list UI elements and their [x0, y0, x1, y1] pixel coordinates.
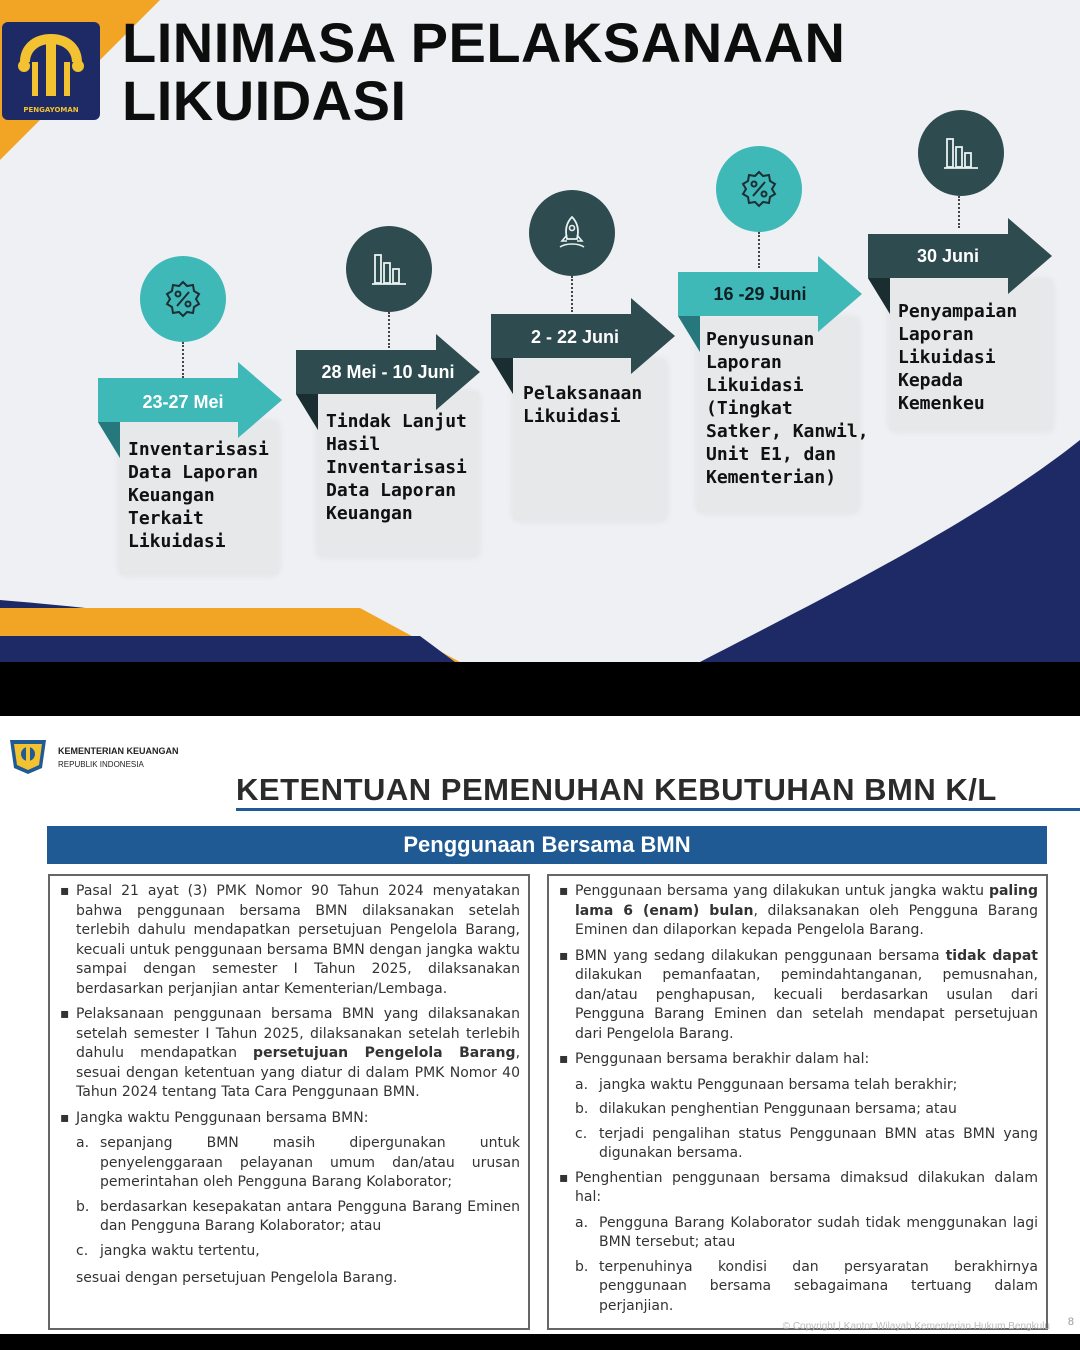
tree-emblem-icon [2, 22, 100, 102]
regulation-slide [0, 716, 1080, 1334]
step-2-text: Tindak Lanjut Hasil Inventarisasi Data Laporan Keuangan [326, 411, 467, 524]
left-closing: sesuai dengan persetujuan Pengelola Barang. [76, 1270, 398, 1286]
rocket-icon [552, 213, 592, 253]
percent-icon [163, 279, 203, 319]
logo-caption: PENGAYOMAN [23, 106, 79, 114]
org-subtitle: REPUBLIK INDONESIA [58, 760, 144, 769]
step-5-date: 30 Juni [916, 246, 980, 266]
step-2-date: 28 Mei - 10 Juni [321, 362, 455, 382]
step-3-circle [529, 190, 615, 276]
right-sub-item: b. terpenuhinya kondisi dan persyaratan berakhirnya penggunaan bersama sebagaimana tertuang dalam perjanjian. [575, 1258, 1038, 1314]
percent-icon [739, 169, 779, 209]
right-sub-item: a. jangka waktu Penggunaan bersama telah berakhir; [575, 1076, 958, 1093]
left-sub-item: c. jangka waktu tertentu, [76, 1242, 260, 1259]
title-underline [236, 808, 1080, 811]
left-bullet-1: ▪ Pasal 21 ayat (3) PMK Nomor 90 Tahun 2024 menyatakan bahwa penggunaan bersama BMN dilaksanakan setelah terlebih dahulu mendapatkan persetujuan Pengelola Barang, kecuali untuk penggunaan bersama BMN dengan jangka waktu sampai dengan semester I Tahun 2025, dilaksanakan berdasarkan perjanjian antar Kementerian/Lembaga. [58, 882, 520, 999]
bar-chart-icon [369, 249, 409, 289]
title-line-1: LINIMASA PELAKSANAAN [122, 11, 846, 74]
right-bullet-2: ▪ BMN yang sedang dilakukan penggunaan bersama tidak dapat dilakukan pemanfaatan, pemindahtanganan, pemusnahan, dan/atau penghapusan, kecuali berdasarkan usulan dari Pengguna Barang Eminen dan setelah mendapat persetujuan dari Pengelola Barang. [557, 947, 1038, 1045]
step-2-circle [346, 226, 432, 312]
bar-chart-icon [941, 133, 981, 173]
slide-title [122, 11, 846, 132]
org-name: KEMENTERIAN KEUANGAN [58, 746, 179, 756]
left-sub-item: b. berdasarkan kesepakatan antara Pengguna Barang Eminen dan Pengguna Barang Kolaborator; atau [76, 1198, 520, 1234]
step-3-text: Pelaksanaan Likuidasi [523, 383, 643, 427]
kemenkeu-logo-icon [6, 732, 50, 776]
step-4-date: 16 -29 Juni [713, 284, 807, 304]
left-bullet-3: ▪ Jangka waktu Penggunaan bersama BMN: [58, 1109, 520, 1129]
title-line-2: LIKUIDASI [122, 69, 407, 132]
step-4-text: Penyusunan Laporan Likuidasi (Tingkat Satker, Kanwil, Unit E1, dan Kementerian) [706, 329, 869, 488]
right-bullet-4: ▪ Penghentian penggunaan bersama dimaksud dilakukan dalam hal: [557, 1169, 1038, 1208]
step-5-circle [918, 110, 1004, 196]
left-sub-item: a. sepanjang BMN masih dipergunakan untuk penyelenggaraan pelayanan umum dan/atau urusan pemerintahan oleh Pengguna Barang Kolaborator; [76, 1135, 520, 1190]
right-sub-item: a. Pengguna Barang Kolaborator sudah tidak menggunakan lagi BMN tersebut; atau [575, 1214, 1038, 1250]
right-sub-item: b. dilakukan penghentian Penggunaan bersama; atau [575, 1101, 957, 1117]
page-number: 8 [1067, 1316, 1074, 1328]
right-bullet-1: ▪ Penggunaan bersama yang dilakukan untuk jangka waktu paling lama 6 (enam) bulan, dilaksanakan oleh Pengguna Barang Eminen dan dilaporkan kepada Pengelola Barang. [557, 882, 1038, 941]
step-1-text: Inventarisasi Data Laporan Keuangan Terkait Likuidasi [128, 439, 269, 552]
left-bullet-2: ▪ Pelaksanaan penggunaan bersama BMN yang dilaksanakan setelah semester I Tahun 2025, dilaksanakan setelah terlebih dahulu mendapatkan persetujuan Pengelola Barang, sesuai dengan ketentuan yang diatur di dalam PMK Nomor 40 Tahun 2024 tentang Tata Cara Penggunaan BMN. [58, 1005, 520, 1103]
pengayoman-logo [2, 22, 100, 120]
copyright-watermark: © Copyright | Kantor Wilayah Kementerian Hukum Bengkulu [782, 1321, 1050, 1332]
step-1-date: 23-27 Mei [142, 392, 224, 412]
left-column [48, 874, 530, 1330]
section-header: Penggunaan Bersama BMN [47, 826, 1047, 864]
step-1-circle [140, 256, 226, 342]
right-sub-item: c. terjadi pengalihan status Penggunaan BMN atas BMN yang digunakan bersama. [575, 1125, 1038, 1161]
step-4-circle [716, 146, 802, 232]
step-3-date: 2 - 22 Juni [530, 327, 620, 347]
timeline-slide [0, 0, 1080, 662]
slide-2-title: KETENTUAN PEMENUHAN KEBUTUHAN BMN K/L [236, 772, 997, 807]
right-bullet-3: ▪ Penggunaan bersama berakhir dalam hal: [557, 1050, 1038, 1070]
step-5-text: Penyampaian Laporan Likuidasi Kepada Kemenkeu [898, 301, 1018, 414]
right-column [547, 874, 1048, 1330]
